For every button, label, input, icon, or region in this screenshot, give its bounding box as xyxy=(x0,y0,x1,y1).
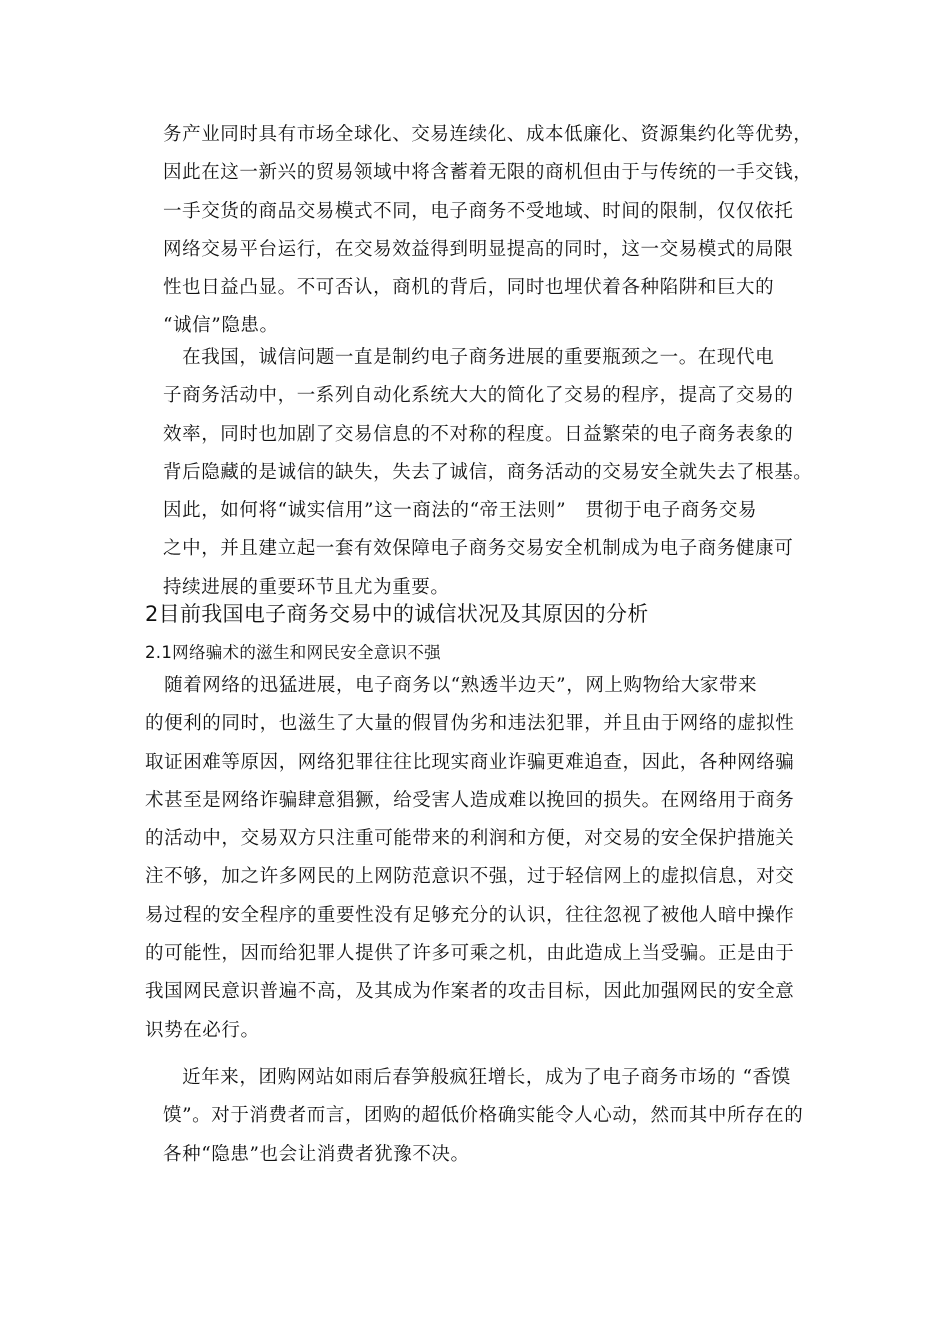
text-line: 务产业同时具有市场全球化、交易连续化、成本低廉化、资源集约化等优势， xyxy=(163,124,813,145)
text-line: 的活动中，交易双方只注重可能带来的利润和方便，对交易的安全保护措施关 xyxy=(145,828,795,850)
text-line: 馍”。对于消费者而言，团购的超低价格确实能令人心动，然而其中所存在的 xyxy=(163,1105,804,1127)
text-line: 持续进展的重要环节且尤为重要。 xyxy=(163,576,450,598)
text-line: 取证困难等原因，网络犯罪往往比现实商业诈骗更难追查，因此，各种网络骗 xyxy=(145,751,795,773)
text-line: 背后隐藏的是诚信的缺失，失去了诚信，商务活动的交易安全就失去了根基。 xyxy=(163,461,813,483)
text-line: 因此，如何将“诚实信用”这一商法的“帝王法则” 贯彻于电子商务交易 xyxy=(163,500,758,522)
text-line: 因此在这一新兴的贸易领域中将含蓄着无限的商机但由于与传统的一手交钱， xyxy=(163,162,813,184)
text-line: 注不够，加之许多网民的上网防范意识不强，过于轻信网上的虚拟信息，对交 xyxy=(145,866,795,888)
text-line: 我国网民意识普遍不高，及其成为作案者的攻击目标，因此加强网民的安全意 xyxy=(145,981,795,1003)
text-line: 一手交货的商品交易模式不同，电子商务不受地域、时间的限制，仅仅依托 xyxy=(163,200,794,222)
paragraph-4 xyxy=(163,1059,803,1174)
paragraph-1 xyxy=(163,116,812,346)
text-line: 网络交易平台运行，在交易效益得到明显提高的同时，这一交易模式的局限 xyxy=(163,238,794,260)
text-line: 在我国，诚信问题一直是制约电子商务进展的重要瓶颈之一。在现代电 xyxy=(163,347,775,368)
text-line: 的便利的同时，也滋生了大量的假冒伪劣和违法犯罪，并且由于网络的虚拟性 xyxy=(145,713,795,735)
text-line: 易过程的安全程序的重要性没有足够充分的认识，往往忽视了被他人暗中操作 xyxy=(145,904,795,926)
text-line: 各种“隐患”也会让消费者犹豫不决。 xyxy=(163,1143,470,1165)
text-line: 之中，并且建立起一套有效保障电子商务交易安全机制成为电子商务健康可 xyxy=(163,538,794,560)
text-line: 的可能性，因而给犯罪人提供了许多可乘之机，由此造成上当受骗。正是由于 xyxy=(145,943,795,965)
paragraph-3 xyxy=(145,667,794,1050)
text-line: 子商务活动中，一系列自动化系统大大的简化了交易的程序，提高了交易的 xyxy=(163,385,794,407)
section-heading: 2目前我国电子商务交易中的诚信状况及其原因的分析 xyxy=(145,602,649,626)
text-line: 识势在必行。 xyxy=(145,1019,260,1041)
text-line: 效率，同时也加剧了交易信息的不对称的程度。日益繁荣的电子商务表象的 xyxy=(163,423,794,445)
text-line: 随着网络的迅猛进展，电子商务以“熟透半边天”，网上购物给大家带来 xyxy=(145,675,758,696)
paragraph-2 xyxy=(163,339,812,607)
text-line: “诚信”隐患。 xyxy=(163,315,279,337)
text-line: 性也日益凸显。不可否认，商机的背后，同时也埋伏着各种陷阱和巨大的 xyxy=(163,277,775,299)
text-line: 近年来，团购网站如雨后春笋般疯狂增长，成为了电子商务市场的 “香馍 xyxy=(163,1067,791,1088)
subsection-heading: 2.1网络骗术的滋生和网民安全意识不强 xyxy=(145,643,441,662)
text-line: 术甚至是网络诈骗肆意猖獗，给受害人造成难以挽回的损失。在网络用于商务 xyxy=(145,789,795,811)
